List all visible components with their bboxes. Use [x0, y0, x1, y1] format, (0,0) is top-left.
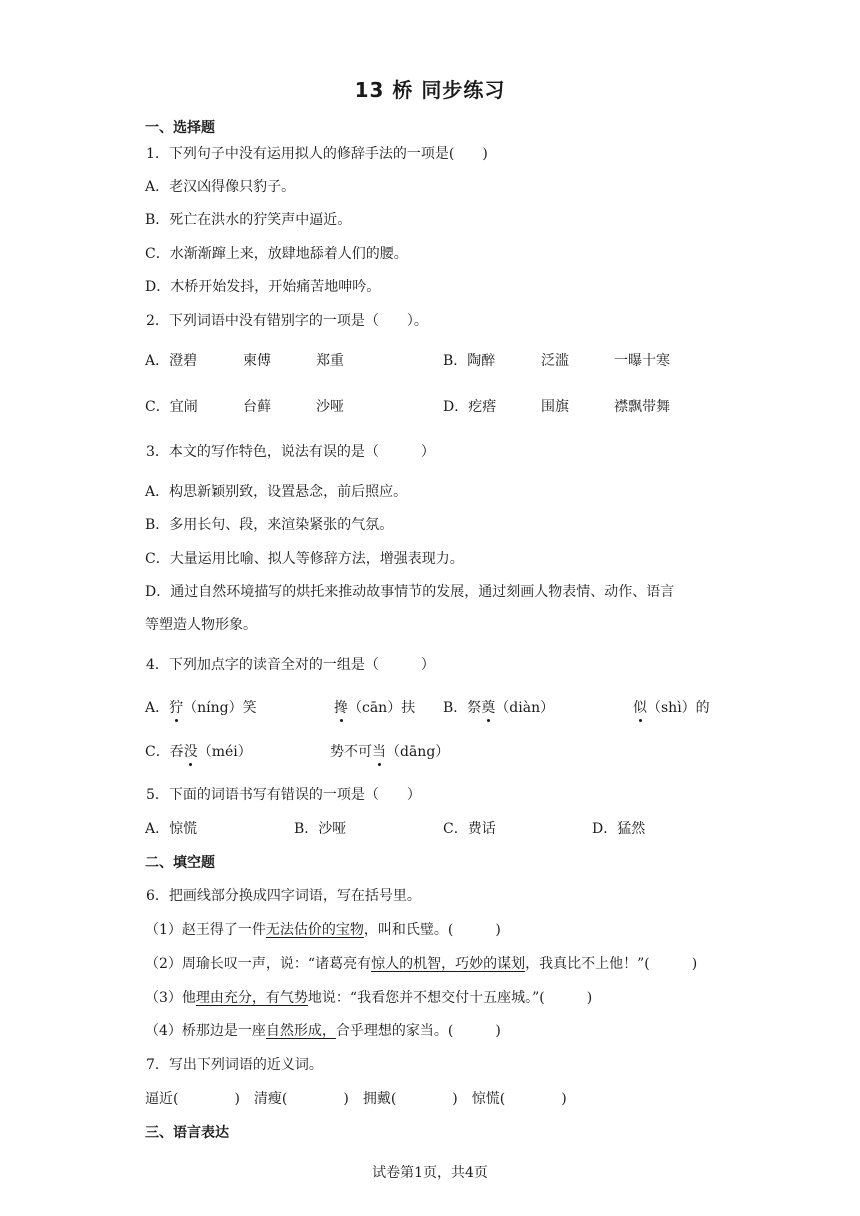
dotted-char: 狞	[169, 697, 183, 717]
q2-option-d	[443, 396, 670, 416]
q1-option-d: D．木桥开始发抖，开始痛苦地呻吟。	[145, 279, 381, 295]
q1-option-a: A．老汉凶得像只豹子。	[145, 179, 296, 195]
q2-option-b	[443, 350, 670, 370]
q3-option-a: A．构思新颖别致，设置悬念，前后照应。	[145, 484, 408, 500]
q3-option-d-line2: 等塑造人物形象。	[145, 617, 257, 633]
q4-option-a-part1: A．狞（níng）笑	[145, 697, 257, 717]
q2-a-word3: 郑重	[316, 353, 344, 369]
dotted-char: 奠	[481, 697, 495, 717]
q2-option-a	[145, 350, 344, 370]
q2-b-word1: B．陶醉	[443, 353, 496, 369]
q7-items: 逼近( ) 清瘦( ) 拥戴( ) 惊慌( )	[145, 1091, 567, 1107]
q5-option-c: C．费话	[443, 821, 496, 837]
q6-item-1: （1）赵王得了一件无法估价的宝物，叫和氏璧。( )	[145, 922, 501, 938]
q2-a-word2: 柬傅	[243, 353, 271, 369]
page-title: 13 桥 同步练习	[354, 78, 506, 102]
q2-d-word2: 围旗	[541, 399, 569, 415]
dotted-char: 似	[633, 697, 647, 717]
q2-stem: 2．下列词语中没有错别字的一项是（ ）。	[146, 313, 428, 329]
q6-item-3: （3）他理由充分，有气势地说：“我看您并不想交付十五座城。”( )	[145, 990, 593, 1006]
q2-c-word2: 台藓	[243, 399, 271, 415]
q4-option-c-part1: C．吞没（méi）	[145, 741, 252, 761]
page-footer: 试卷第1页，共4页	[372, 1165, 488, 1181]
dotted-char: 当	[372, 741, 386, 761]
q2-c-word1: C．宜闹	[145, 399, 198, 415]
underlined-phrase: 无法估价的宝物	[265, 922, 364, 938]
q2-d-word3: 襟飘带舞	[614, 399, 670, 415]
underlined-phrase: 自然形成，	[265, 1023, 336, 1039]
q6-stem: 6．把画线部分换成四字词语，写在括号里。	[146, 888, 421, 904]
q2-c-word3: 沙哑	[316, 399, 344, 415]
dotted-char: 没	[184, 741, 198, 761]
q5-stem: 5．下面的词语书写有错误的一项是（ ）	[146, 787, 421, 803]
section-heading-expression: 三、语言表达	[145, 1125, 229, 1141]
q2-d-word1: D．疙瘩	[443, 399, 497, 415]
q4-stem: 4．下列加点字的读音全对的一组是（ ）	[146, 657, 435, 673]
q3-option-b: B．多用长句、段，来渲染紧张的气氛。	[145, 517, 394, 533]
dotted-char: 搀	[334, 697, 348, 717]
q3-option-d-line1: D．通过自然环境描写的烘托来推动故事情节的发展，通过刻画人物表情、动作、语言	[145, 584, 675, 600]
q5-option-a: A．惊慌	[145, 821, 198, 837]
q2-b-word2: 泛滥	[541, 353, 569, 369]
q5-option-b: B．沙哑	[294, 821, 347, 837]
q1-stem: 1．下列句子中没有运用拟人的修辞手法的一项是( )	[146, 146, 488, 162]
q1-option-c: C．水渐渐蹿上来，放肆地舔着人们的腰。	[145, 246, 408, 262]
q4-option-a-part2: 搀（cān）扶	[334, 697, 415, 717]
q1-option-b: B．死亡在洪水的狞笑声中逼近。	[145, 212, 352, 228]
q2-option-c	[145, 396, 344, 416]
underlined-phrase: 惊人的机智，巧妙的谋划	[371, 956, 526, 972]
q3-stem: 3．本文的写作特色，说法有误的是（ ）	[146, 444, 435, 460]
underlined-phrase: 理由充分，有气势	[195, 990, 308, 1006]
q2-b-word3: 一曝十寒	[614, 353, 670, 369]
q7-stem: 7．写出下列词语的近义词。	[146, 1057, 323, 1073]
q6-item-2: （2）周瑜长叹一声，说：“诸葛亮有惊人的机智，巧妙的谋划，我真比不上他！”( )	[145, 956, 698, 972]
q2-a-word1: A．澄碧	[145, 353, 198, 369]
q3-option-c: C．大量运用比喻、拟人等修辞方法，增强表现力。	[145, 551, 464, 567]
q4-option-c-part2: 势不可当（dāng）	[330, 741, 449, 761]
q6-item-4: （4）桥那边是一座自然形成，合乎理想的家当。( )	[145, 1023, 501, 1039]
section-heading-fill: 二、填空题	[145, 855, 215, 871]
section-heading-choice: 一、选择题	[145, 120, 215, 136]
q4-option-b-part1: B．祭奠（diàn）	[443, 697, 554, 717]
q5-option-d: D．猛然	[592, 821, 646, 837]
q4-option-b-part2: 似（shì）的	[633, 697, 710, 717]
